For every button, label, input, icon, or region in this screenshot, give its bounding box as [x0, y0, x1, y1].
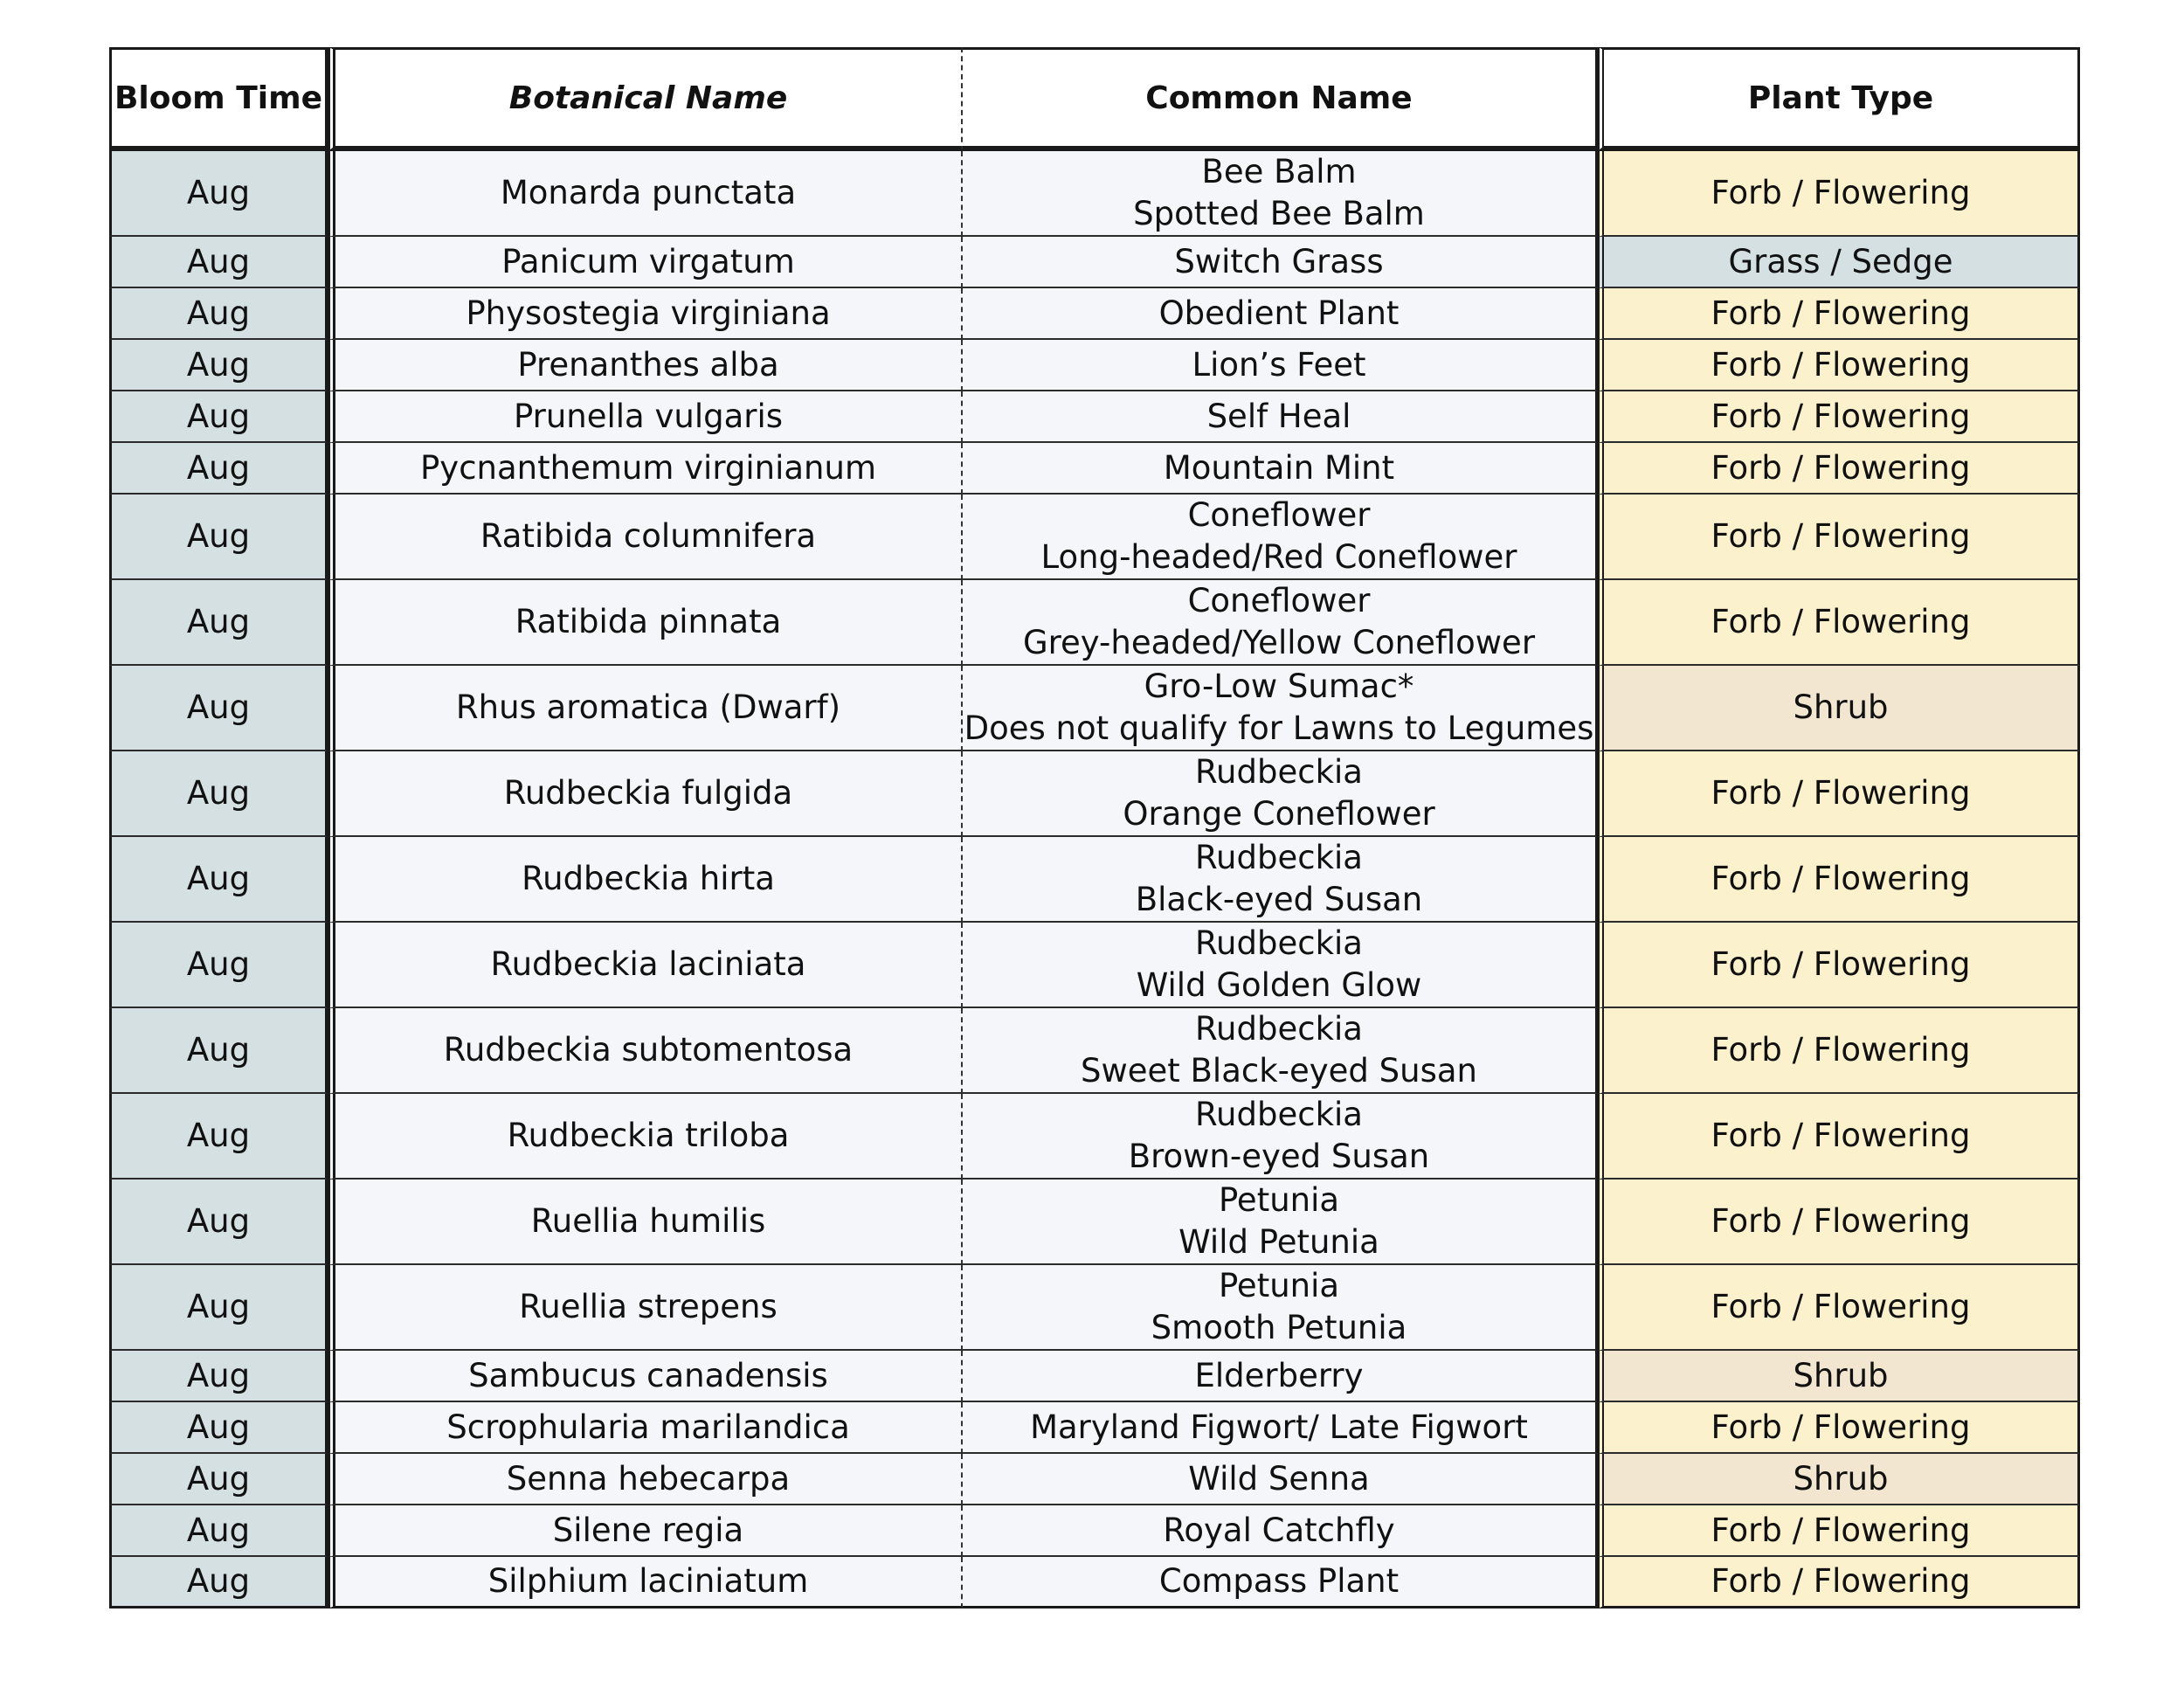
common-name-line: Sweet Black-eyed Susan — [1080, 1052, 1477, 1090]
plant-type-cell: Forb / Flowering — [1598, 1180, 2080, 1265]
bloom-time-cell: Aug — [109, 580, 328, 666]
common-name-cell — [963, 1094, 1598, 1180]
botanical-name-cell: Pycnanthemum virginianum — [328, 443, 963, 495]
plant-type-cell: Forb / Flowering — [1598, 288, 2080, 340]
common-name-line: Coneflower — [1187, 582, 1371, 619]
bloom-time-cell: Aug — [109, 151, 328, 237]
common-name-cell — [963, 1505, 1598, 1557]
table-row — [109, 580, 2080, 666]
botanical-name-cell: Silphium laciniatum — [328, 1557, 963, 1608]
header-row — [109, 47, 2080, 151]
common-name-line: Black-eyed Susan — [1135, 881, 1423, 918]
common-name-cell — [963, 837, 1598, 923]
plant-type-cell: Forb / Flowering — [1598, 1557, 2080, 1608]
botanical-name-cell: Ruellia humilis — [328, 1180, 963, 1265]
common-name-cell — [963, 923, 1598, 1008]
botanical-name-cell: Physostegia virginiana — [328, 288, 963, 340]
botanical-name-cell: Panicum virgatum — [328, 237, 963, 288]
common-name-cell — [963, 391, 1598, 443]
common-name-line: Maryland Figwort/ Late Figwort — [1030, 1408, 1528, 1446]
common-name-line: Petunia — [1218, 1267, 1340, 1304]
botanical-name-cell: Rudbeckia fulgida — [328, 751, 963, 837]
common-name-line: Petunia — [1218, 1181, 1340, 1219]
bloom-time-cell: Aug — [109, 495, 328, 580]
common-name-line: Compass Plant — [1158, 1562, 1400, 1600]
common-name-cell — [963, 1402, 1598, 1454]
plant-type-cell: Shrub — [1598, 666, 2080, 751]
common-name-cell — [963, 237, 1598, 288]
common-name-line: Rudbeckia — [1195, 753, 1363, 791]
botanical-name-cell: Rudbeckia hirta — [328, 837, 963, 923]
common-name-cell — [963, 1351, 1598, 1402]
table-row — [109, 1557, 2080, 1608]
botanical-name-cell: Rudbeckia subtomentosa — [328, 1008, 963, 1094]
common-name-line: Wild Petunia — [1178, 1223, 1379, 1261]
common-name-line: Smooth Petunia — [1151, 1309, 1407, 1346]
plant-type-cell: Forb / Flowering — [1598, 443, 2080, 495]
table-header — [109, 47, 2080, 151]
botanical-name-cell: Rhus aromatica (Dwarf) — [328, 666, 963, 751]
common-name-line: Does not qualify for Lawns to Legumes — [964, 709, 1594, 747]
bloom-time-cell: Aug — [109, 923, 328, 1008]
plant-type-cell: Forb / Flowering — [1598, 1265, 2080, 1351]
table-row — [109, 1402, 2080, 1454]
plant-type-cell: Forb / Flowering — [1598, 837, 2080, 923]
common-name-cell — [963, 1265, 1598, 1351]
bloom-time-cell: Aug — [109, 751, 328, 837]
bloom-time-cell: Aug — [109, 340, 328, 391]
common-name-line: Bee Balm — [1201, 153, 1357, 190]
plant-type-cell: Forb / Flowering — [1598, 391, 2080, 443]
header-botanical-name: Botanical Name — [328, 47, 963, 151]
bloom-time-cell: Aug — [109, 391, 328, 443]
header-common-name: Common Name — [963, 47, 1598, 151]
common-name-line: Rudbeckia — [1195, 839, 1363, 876]
bloom-time-cell: Aug — [109, 1265, 328, 1351]
bloom-time-cell: Aug — [109, 1454, 328, 1505]
common-name-line: Brown-eyed Susan — [1128, 1138, 1430, 1175]
table-body — [109, 151, 2080, 1608]
common-name-line: Rudbeckia — [1195, 1096, 1363, 1133]
common-name-line: Mountain Mint — [1163, 448, 1395, 487]
table-row — [109, 751, 2080, 837]
table-row — [109, 1094, 2080, 1180]
common-name-cell — [963, 751, 1598, 837]
table-row — [109, 1351, 2080, 1402]
botanical-name-cell: Ratibida columnifera — [328, 495, 963, 580]
table-row — [109, 288, 2080, 340]
bloom-time-cell: Aug — [109, 1351, 328, 1402]
plant-type-cell: Forb / Flowering — [1598, 1505, 2080, 1557]
table-row — [109, 237, 2080, 288]
bloom-time-cell: Aug — [109, 443, 328, 495]
table-row — [109, 443, 2080, 495]
botanical-name-cell: Prunella vulgaris — [328, 391, 963, 443]
plant-type-cell: Forb / Flowering — [1598, 580, 2080, 666]
table-row — [109, 151, 2080, 237]
botanical-name-cell: Monarda punctata — [328, 151, 963, 237]
common-name-line: Wild Golden Glow — [1136, 966, 1422, 1004]
common-name-cell — [963, 1454, 1598, 1505]
common-name-cell — [963, 443, 1598, 495]
common-name-line: Orange Coneflower — [1123, 795, 1435, 833]
bloom-time-cell: Aug — [109, 837, 328, 923]
plant-type-cell: Forb / Flowering — [1598, 751, 2080, 837]
botanical-name-cell: Ruellia strepens — [328, 1265, 963, 1351]
botanical-name-cell: Silene regia — [328, 1505, 963, 1557]
plant-type-cell: Grass / Sedge — [1598, 237, 2080, 288]
plant-type-cell: Forb / Flowering — [1598, 923, 2080, 1008]
header-bloom-time: Bloom Time — [109, 47, 328, 151]
plant-type-cell: Forb / Flowering — [1598, 151, 2080, 237]
botanical-name-cell: Rudbeckia laciniata — [328, 923, 963, 1008]
common-name-line: Obedient Plant — [1158, 294, 1400, 332]
common-name-cell — [963, 666, 1598, 751]
botanical-name-cell: Ratibida pinnata — [328, 580, 963, 666]
common-name-line: Self Heal — [1206, 397, 1351, 435]
plant-type-cell: Shrub — [1598, 1351, 2080, 1402]
bloom-time-cell: Aug — [109, 1180, 328, 1265]
common-name-cell — [963, 288, 1598, 340]
common-name-cell — [963, 340, 1598, 391]
table-row — [109, 666, 2080, 751]
plant-table — [109, 47, 2080, 1608]
common-name-line: Gro-Low Sumac* — [1144, 668, 1414, 705]
table-row — [109, 495, 2080, 580]
botanical-name-cell: Sambucus canadensis — [328, 1351, 963, 1402]
common-name-cell — [963, 1180, 1598, 1265]
bloom-time-cell: Aug — [109, 1557, 328, 1608]
botanical-name-cell: Scrophularia marilandica — [328, 1402, 963, 1454]
common-name-cell — [963, 1008, 1598, 1094]
common-name-line: Rudbeckia — [1195, 1010, 1363, 1048]
common-name-line: Wild Senna — [1188, 1459, 1370, 1498]
table-row — [109, 1180, 2080, 1265]
plant-type-cell: Forb / Flowering — [1598, 1094, 2080, 1180]
botanical-name-cell: Senna hebecarpa — [328, 1454, 963, 1505]
bloom-time-cell: Aug — [109, 666, 328, 751]
common-name-cell — [963, 151, 1598, 237]
common-name-line: Lion’s Feet — [1192, 345, 1366, 384]
table-row — [109, 1265, 2080, 1351]
common-name-line: Rudbeckia — [1195, 924, 1363, 962]
common-name-cell — [963, 1557, 1598, 1608]
plant-type-cell: Shrub — [1598, 1454, 2080, 1505]
bloom-time-cell: Aug — [109, 1505, 328, 1557]
table-row — [109, 391, 2080, 443]
plant-type-cell: Forb / Flowering — [1598, 1008, 2080, 1094]
table-row — [109, 1008, 2080, 1094]
table-row — [109, 837, 2080, 923]
table-row — [109, 340, 2080, 391]
table-row — [109, 1505, 2080, 1557]
common-name-cell — [963, 495, 1598, 580]
plant-type-cell: Forb / Flowering — [1598, 1402, 2080, 1454]
bloom-time-cell: Aug — [109, 1008, 328, 1094]
common-name-line: Elderberry — [1194, 1356, 1364, 1394]
common-name-line: Spotted Bee Balm — [1133, 195, 1425, 232]
plant-type-cell: Forb / Flowering — [1598, 495, 2080, 580]
common-name-line: Royal Catchfly — [1163, 1511, 1395, 1549]
bloom-time-cell: Aug — [109, 288, 328, 340]
common-name-line: Coneflower — [1187, 496, 1371, 534]
common-name-line: Grey-headed/Yellow Coneflower — [1022, 624, 1536, 661]
bloom-time-cell: Aug — [109, 1094, 328, 1180]
common-name-cell — [963, 580, 1598, 666]
table-row — [109, 1454, 2080, 1505]
common-name-line: Switch Grass — [1174, 242, 1384, 280]
bloom-time-cell: Aug — [109, 1402, 328, 1454]
table-row — [109, 923, 2080, 1008]
botanical-name-cell: Prenanthes alba — [328, 340, 963, 391]
botanical-name-cell: Rudbeckia triloba — [328, 1094, 963, 1180]
plant-type-cell: Forb / Flowering — [1598, 340, 2080, 391]
header-plant-type: Plant Type — [1598, 47, 2080, 151]
bloom-time-cell: Aug — [109, 237, 328, 288]
common-name-line: Long-headed/Red Coneflower — [1040, 538, 1517, 576]
